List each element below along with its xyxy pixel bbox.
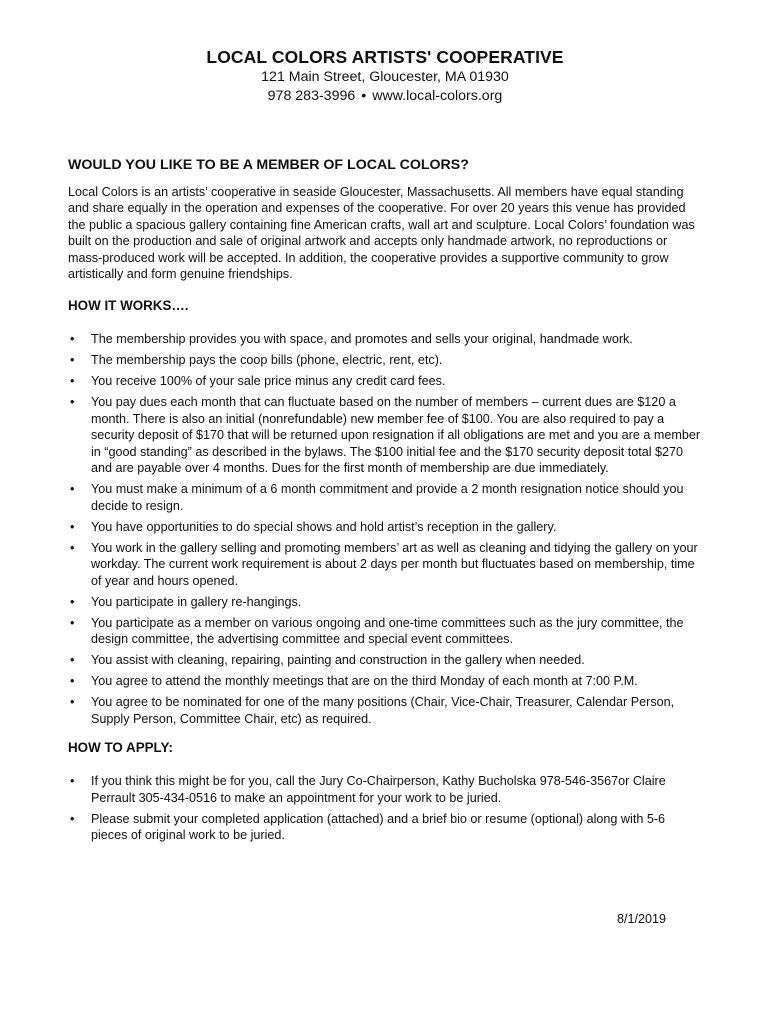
how-it-works-item-text: You agree to attend the monthly meetings that are on the third Monday of each month at 7:00 P.M. [91,674,638,689]
document-date: 8/1/2019 [616,912,666,926]
bullet-icon: • [70,774,75,789]
how-to-apply-item [68,811,704,844]
how-it-works-item-text: You agree to be nominated for one of the many positions (Chair, Vice-Chair, Treasurer, Calendar Person, Supply Person, Committee Chair, etc) as required. [91,694,675,726]
how-to-apply-item-text: If you think this might be for you, call the Jury Co-Chairperson, Kathy Bucholska 978-546-3567or Claire Perrault 305-434-0516 to make an appointment for your work to be juried. [91,774,666,805]
how-it-works-item-text: You participate as a member on various ongoing and one-time committees such as the jury committee, the design committee, the advertising committee and special event committees. [91,615,684,647]
how-it-works-item [68,519,704,536]
how-it-works-list [68,331,704,727]
bullet-icon: • [70,694,75,709]
how-it-works-item-text: You work in the gallery selling and promoting members’ art as well as cleaning and tidying the gallery on your workday. The current work requirement is about 2 days per month but fluctuates based on membership, time of year and hours opened. [91,540,698,588]
how-to-apply-item-text: Please submit your completed application (attached) and a brief bio or resume (optional) along with 5-6 pieces of original work to be juried. [91,811,666,843]
how-it-works-item-text: You pay dues each month that can fluctuate based on the number of members – current dues are $120 a month. There is also an initial (nonrefundable) new member fee of $100. You are also required to pay a security deposit of $170 that will be returned upon resignation if all obligations are met and you are a member in “good standing” as described in the bylaws. The $100 initial fee and the $170 security deposit total $270 and are payable over 4 months. Dues for the first month of membership are due immediately. [91,395,701,476]
how-it-works-item [68,373,704,390]
how-it-works-heading: HOW IT WORKS…. [68,298,189,314]
how-it-works-item [68,331,704,348]
how-it-works-item-text: You assist with cleaning, repairing, painting and construction in the gallery when needed. [91,653,585,668]
how-to-apply-heading: HOW TO APPLY: [68,740,173,756]
bullet-icon: • [70,653,75,668]
how-it-works-item [68,652,704,669]
how-it-works-item [68,615,704,648]
org-contact-line [0,87,770,106]
how-it-works-item [68,694,704,727]
bullet-icon: • [70,540,75,555]
how-it-works-item [68,673,704,690]
document-body [68,156,704,848]
how-it-works-item-text: You must make a minimum of a 6 month commitment and provide a 2 month resignation notice should you decide to resign. [91,482,684,513]
bullet-icon: • [70,615,75,630]
main-heading: WOULD YOU LIKE TO BE A MEMBER OF LOCAL COLORS? [68,157,469,173]
intro-paragraph: Local Colors is an artists’ cooperative in seaside Gloucester, Massachusetts. All members have equal standing and share equally in the operation and expenses of the cooperative. For over 20 years this venue has provided the public a spacious gallery containing fine American crafts, wall art and sculpture. Local Colors’ foundation was built on the production and sale of original artwork and accepts only handmade artwork, no reproductions or mass-produced work will be accepted. In addition, the cooperative provides a supportive community to grow artistically and form genuine friendships. [68,185,695,282]
org-phone: 978 283-3996 [267,88,356,104]
how-it-works-item-text: You receive 100% of your sale price minus any credit card fees. [91,374,446,389]
bullet-icon: • [70,594,75,609]
bullet-icon: • [70,332,75,347]
how-it-works-item [68,352,704,369]
bullet-icon: • [70,519,75,534]
how-it-works-item [68,540,704,590]
how-it-works-item-text: The membership provides you with space, and promotes and sells your original, handmade work. [91,332,633,347]
bullet-icon: • [70,395,75,410]
org-address: 121 Main Street, Gloucester, MA 01930 [261,69,509,85]
bullet-icon: • [70,674,75,689]
how-it-works-item-text: The membership pays the coop bills (phone, electric, rent, etc). [91,353,443,368]
letterhead [0,46,770,106]
how-it-works-item [68,594,704,611]
bullet-icon: • [70,811,75,826]
how-it-works-item-text: You have opportunities to do special shows and hold artist’s reception in the gallery. [91,519,557,534]
how-to-apply-item [68,773,704,806]
how-it-works-item-text: You participate in gallery re-hangings. [91,594,302,609]
org-name: LOCAL COLORS ARTISTS' COOPERATIVE [206,47,564,67]
separator-bullet: • [361,88,367,104]
org-website: www.local-colors.org [372,88,503,104]
bullet-icon: • [70,353,75,368]
bullet-icon: • [70,482,75,497]
bullet-icon: • [70,374,75,389]
how-it-works-item [68,481,704,514]
how-it-works-item [68,394,704,477]
how-to-apply-list [68,773,704,844]
